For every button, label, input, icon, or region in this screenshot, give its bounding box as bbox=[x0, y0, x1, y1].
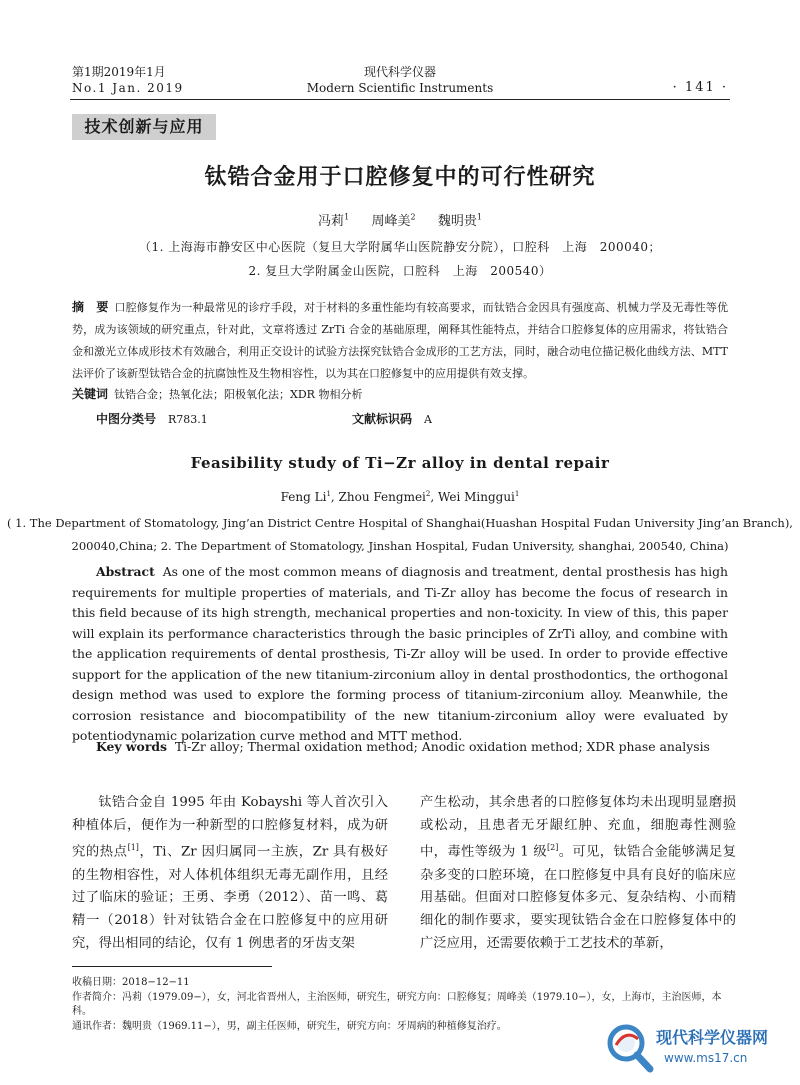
citation-ref: [1] bbox=[127, 843, 139, 853]
authors-en: Feng Li$^1$, Zhou Fengmei$^2$, Wei Minggui$^1$ bbox=[280, 490, 520, 504]
author-sup-en: 2 bbox=[425, 490, 431, 498]
doc-value: A bbox=[424, 413, 432, 426]
body-right-text-b: 。可见，钛锆合金能够满足复杂多变的口腔环境，在口腔修复中具有良好的临床应用基础。但面对口腔修复体多元、复杂结构、小而精细化的制作要求，要实现钛锆合金在口腔修复体中的广泛应用，还需要依赖于工艺技术的革新， bbox=[420, 844, 736, 951]
search-magnifier-icon bbox=[604, 1019, 656, 1075]
affiliation-en-2: 200040,China; 2. The Department of Stomatology, Jinshan Hospital, Fudan University, shanghai, 200540, China) bbox=[71, 539, 729, 553]
footnote-received: 收稿日期：2018−12−11 bbox=[72, 977, 190, 988]
doc-label: 文献标识码 bbox=[352, 412, 413, 426]
author-sup: 1 bbox=[344, 212, 350, 222]
header-rule bbox=[70, 99, 730, 100]
journal-cn: 现代科学仪器 bbox=[363, 65, 436, 79]
issue-cn: 第1期2019年1月 bbox=[72, 65, 166, 79]
authors-cn bbox=[0, 210, 800, 229]
affiliation-en-1: ( 1. The Department of Stomatology, Jing’an District Centre Hospital of Shanghai(Huashan Hospital Fudan University Jing’an Branch), bbox=[7, 516, 793, 530]
clc-number bbox=[96, 410, 208, 427]
affiliation-cn-1: （1. 上海海市静安区中心医院（复旦大学附属华山医院静安分院），口腔科 上海 200040； bbox=[138, 240, 662, 254]
affiliation-cn-2: 2. 复旦大学附属金山医院，口腔科 上海 200540） bbox=[248, 264, 552, 278]
clc-label: 中图分类号 bbox=[96, 412, 157, 426]
doc-code bbox=[352, 410, 432, 427]
issue-en: No.1 Jan. 2019 bbox=[72, 81, 184, 95]
body-left-text-a: 钛锆合金自 1995 年由 Kobayshi 等人首次引入种植体后，便作为一种新型的口腔修复材料，成为研究的热点 bbox=[72, 795, 388, 860]
citation-ref: [2] bbox=[546, 843, 559, 853]
author-name-en: Zhou Fengmei bbox=[338, 490, 426, 504]
author-name-en: Feng Li bbox=[280, 490, 327, 504]
paper-title-en: Feasibility study of Ti−Zr alloy in dental repair bbox=[190, 454, 610, 472]
author-name-en: Wei Minggui bbox=[438, 490, 515, 504]
author-name: 周峰美 bbox=[371, 214, 411, 229]
abstract-cn-label: 摘 要 bbox=[72, 300, 109, 314]
keywords-en-label: Key words bbox=[96, 739, 167, 754]
clc-value: R783.1 bbox=[168, 413, 208, 426]
keywords-cn bbox=[72, 383, 728, 406]
author-sup-en: 1 bbox=[326, 490, 331, 498]
author-name: 魏明贵 bbox=[437, 214, 477, 229]
abstract-en-text: As one of the most common means of diagnosis and treatment, dental prosthesis has high requirements for multiple properties of materials, and Ti-Zr alloy has become the focus of research in this field because of its high strength, mechanical properties and non-toxicity. In view of this, this paper will explain its performance characteristics through the basic principles of ZrTi alloy, and combine with the application requirements of dental prosthesis, Ti-Zr alloy will be used. In order to provide effective support for the application of the new titanium-zirconium alloy in dental prosthodontics, the orthogonal design method was used to explore the forming process of titanium-zirconium alloy. Meanwhile, the corrosion resistance and biocompatibility of the new titanium-zirconium alloy were evaluated by potentiodynamic polarization curve method and MTT method. bbox=[72, 564, 729, 743]
journal-en: Modern Scientific Instruments bbox=[306, 81, 494, 95]
body-column-right bbox=[420, 792, 736, 955]
paper-title-cn: 钛锆合金用于口腔修复中的可行性研究 bbox=[204, 165, 596, 190]
abstract-en bbox=[72, 562, 728, 747]
footnote-rule bbox=[72, 966, 272, 967]
abstract-en-label: Abstract bbox=[96, 564, 155, 579]
author-sup-en: 1 bbox=[514, 490, 520, 498]
keywords-en bbox=[96, 739, 710, 754]
keywords-cn-label: 关键词 bbox=[72, 387, 109, 401]
footnote-corresponding: 通讯作者：魏明贵（1969.11−），男，副主任医师，研究生，研究方向：牙周病的种植修复治疗。 bbox=[72, 1021, 507, 1032]
watermark-sub: www.ms17.cn bbox=[664, 1051, 748, 1065]
footnote-author-info: 作者简介：冯莉（1979.09−），女，河北省晋州人，主治医师，研究生，研究方向：口腔修复；周峰美（1979.10−），女，上海市，主治医师，本科。 bbox=[72, 992, 722, 1017]
author-name: 冯莉 bbox=[318, 214, 345, 229]
watermark-logo bbox=[604, 1017, 794, 1077]
section-label: 技术创新与应用 bbox=[72, 114, 216, 140]
keywords-en-text: Ti-Zr alloy; Thermal oxidation method; Anodic oxidation method; XDR phase analysis bbox=[174, 739, 710, 754]
author-sup: 1 bbox=[476, 212, 482, 222]
page-number: · 141 · bbox=[672, 80, 728, 95]
body-column-left bbox=[72, 792, 388, 955]
abstract-cn-text: 口腔修复作为一种最常见的诊疗手段，对于材料的多重性能均有较高要求，而钛锆合金因具有强度高、机械力学及无毒性等优势，成为该领域的研究重点，针对此，文章将透过 ZrTi 合金的基础原理，阐释其性能特点，并结合口腔修复体的应用需求，将钛锆合金和激光立体成形技术有效融合，利用正交设计的试验方法探究钛锆合金成形的工艺方法，同时，融合动电位描记极化曲线方法、MTT 法评价了该新型钛锆合金的抗腐蚀性及生物相容性，以为其在口腔修复中的应用提供有效支撑。 bbox=[72, 301, 728, 380]
watermark-main: 现代科学仪器网 bbox=[656, 1028, 769, 1047]
author-sup: 2 bbox=[410, 212, 416, 222]
body-right-text-a: 产生松动，其余患者的口腔修复体均未出现明显磨损或松动，且患者无牙龈红肿、充血，细胞毒性测验中，毒性等级为 1 级 bbox=[420, 795, 736, 860]
body-left-text-b: ，Ti、Zr 因归属同一主族，Zr 具有极好的生物相容性，对人体机体组织无毒无副作用，且经过了临床的验证；王勇、李勇（2012）、苗一鸣、葛精一（2018）针对钛锆合金在口腔修复中的应用研究，得出相同的结论，仅有 1 例患者的牙齿支架 bbox=[72, 844, 389, 951]
keywords-cn-text: 钛锆合金；热氧化法；阳极氧化法；XDR 物相分析 bbox=[114, 388, 363, 401]
abstract-cn bbox=[72, 296, 728, 385]
